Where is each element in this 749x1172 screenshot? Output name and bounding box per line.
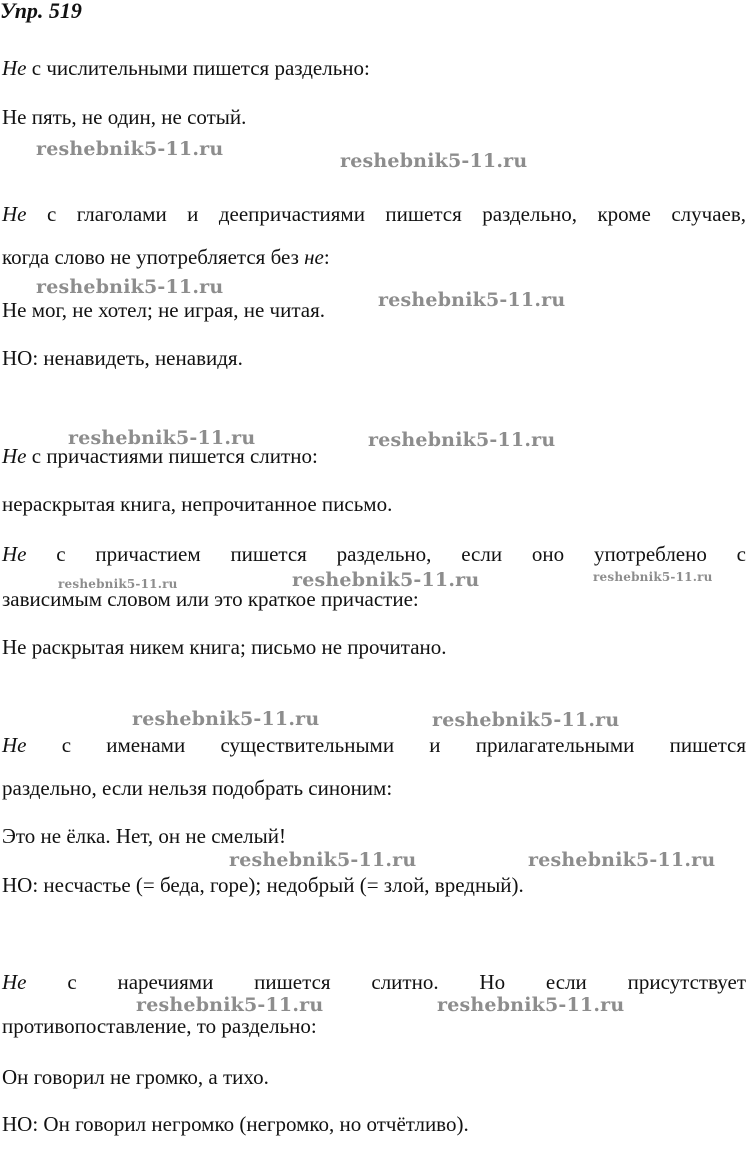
exception-nouns-adjectives: НО: несчастье (= беда, горе); недобрый (= злой, вредный). [2, 873, 524, 897]
example-participles-separate: Не раскрытая никем книга; письмо не прочитано. [2, 635, 447, 659]
ne-particle: не [304, 245, 324, 269]
ne-particle: Не [2, 970, 27, 994]
rule-text: с глаголами и деепричастиями пишется раздельно, кроме случаев, [26, 202, 746, 226]
rule-adverbs [2, 969, 746, 995]
rule-adverbs-cont: противопоставление, то раздельно: [2, 1014, 317, 1038]
rule-text: с наречиями пишется слитно. Но если присутствует [26, 970, 746, 994]
rule-numerals [2, 55, 370, 81]
watermark: reshebnik5-11.ru [58, 577, 178, 591]
ne-particle: Не [2, 56, 27, 80]
exception-adverbs: НО: Он говорил негромко (негромко, но отчётливо). [2, 1112, 469, 1136]
watermark: reshebnik5-11.ru [36, 276, 224, 298]
rule-nouns-adjectives [2, 732, 746, 758]
exception-verbs: НО: ненавидеть, ненавидя. [2, 346, 243, 370]
exercise-title: Упр. 519 [0, 0, 82, 23]
example-adverbs: Он говорил не громко, а тихо. [2, 1065, 269, 1089]
rule-text: с числительными пишется раздельно: [26, 56, 370, 80]
rule-text: с именами существительными и прилагательными пишется [26, 733, 746, 757]
watermark: reshebnik5-11.ru [378, 289, 566, 311]
watermark: reshebnik5-11.ru [136, 994, 324, 1016]
rule-nouns-adjectives-cont: раздельно, если нельзя подобрать синоним: [2, 776, 393, 800]
rule-text: с причастиями пишется слитно: [26, 444, 318, 468]
example-nouns-adjectives: Это не ёлка. Нет, он не смелый! [2, 824, 286, 848]
rule-text: : [323, 245, 330, 269]
rule-participles-separate [2, 541, 746, 567]
rule-participles-separate-cont: зависимым словом или это краткое причастие: [2, 587, 419, 611]
rule-text: с причастием пишется раздельно, если оно употреблено с [26, 542, 746, 566]
example-verbs: Не мог, не хотел; не играя, не читая. [2, 298, 325, 322]
ne-particle: Не [2, 542, 27, 566]
watermark: reshebnik5-11.ru [432, 709, 620, 731]
watermark: reshebnik5-11.ru [528, 849, 716, 871]
example-numerals: Не пять, не один, не сотый. [2, 105, 247, 129]
ne-particle: Не [2, 202, 27, 226]
watermark: reshebnik5-11.ru [593, 570, 713, 584]
watermark: reshebnik5-11.ru [68, 427, 256, 449]
watermark: reshebnik5-11.ru [36, 138, 224, 160]
watermark: reshebnik5-11.ru [368, 429, 556, 451]
rule-verbs-cont [2, 244, 330, 270]
watermark: reshebnik5-11.ru [229, 849, 417, 871]
ne-particle: Не [2, 733, 27, 757]
watermark: reshebnik5-11.ru [132, 708, 320, 730]
example-participles-together: нераскрытая книга, непрочитанное письмо. [2, 492, 393, 516]
rule-text: когда слово не употребляется без [2, 245, 305, 269]
rule-verbs [2, 201, 746, 227]
ne-particle: Не [2, 444, 27, 468]
watermark: reshebnik5-11.ru [437, 994, 625, 1016]
watermark: reshebnik5-11.ru [292, 569, 480, 591]
watermark: reshebnik5-11.ru [340, 150, 528, 172]
